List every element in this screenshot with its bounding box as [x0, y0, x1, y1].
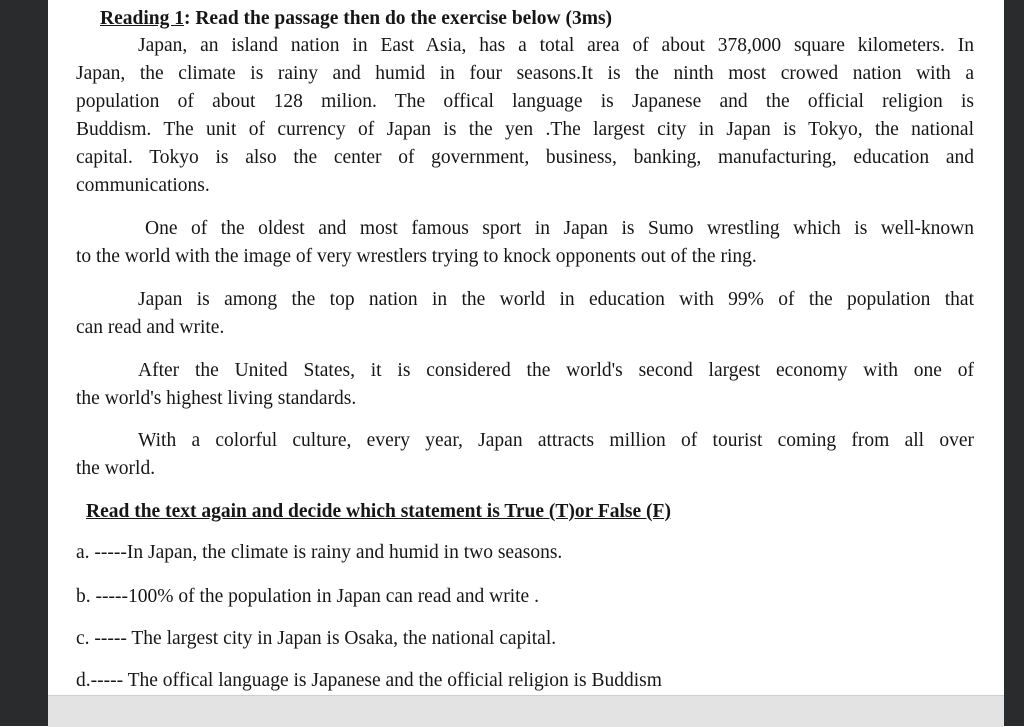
- passage-line: Japan is among the top nation in the world in education with 99% of the population that: [138, 289, 974, 310]
- exercise-instruction: Read the text again and decide which statement is True (T)or False (F): [86, 501, 671, 522]
- passage-line: capital. Tokyo is also the center of government, business, banking, manufacturing, education and: [76, 147, 974, 168]
- passage-line: the world.: [76, 458, 156, 479]
- passage-line: the world's highest living standards.: [76, 388, 357, 409]
- passage-line: After the United States, it is considered the world's second largest economy with one of: [138, 360, 974, 381]
- passage-line: to the world with the image of very wrestlers trying to knock opponents out of the ring.: [76, 246, 757, 267]
- right-frame: [1004, 0, 1024, 726]
- passage-line: Japan, the climate is rainy and humid in four seasons.It is the ninth most crowed nation with a: [76, 63, 974, 84]
- exercise-item: b. -----100% of the population in Japan can read and write .: [76, 586, 539, 607]
- document-page: [48, 0, 1004, 695]
- page-title: [100, 7, 612, 31]
- title-text: : Read the passage then do the exercise below (3ms): [183, 8, 613, 29]
- exercise-item: c. ----- The largest city in Japan is Osaka, the national capital.: [76, 628, 557, 649]
- passage-line: Buddism. The unit of currency of Japan is the yen .The largest city in Japan is Tokyo, the national: [76, 119, 974, 140]
- bottom-strip: [48, 695, 1004, 727]
- passage-line: One of the oldest and most famous sport in Japan is Sumo wrestling which is well-known: [145, 218, 974, 239]
- left-frame: [0, 0, 48, 726]
- exercise-item: d.----- The offical language is Japanese and the official religion is Buddism: [76, 670, 662, 691]
- passage-line: can read and write.: [76, 317, 225, 338]
- exercise-item: a. -----In Japan, the climate is rainy and humid in two seasons.: [76, 542, 563, 563]
- passage-line: communications.: [76, 175, 210, 196]
- passage-line: With a colorful culture, every year, Japan attracts million of tourist coming from all over: [138, 430, 974, 451]
- passage-line: population of about 128 milion. The offical language is Japanese and the official religion is: [76, 91, 974, 112]
- passage-line: Japan, an island nation in East Asia, has a total area of about 378,000 square kilometers. In: [138, 35, 974, 56]
- title-label: Reading 1: [100, 8, 184, 29]
